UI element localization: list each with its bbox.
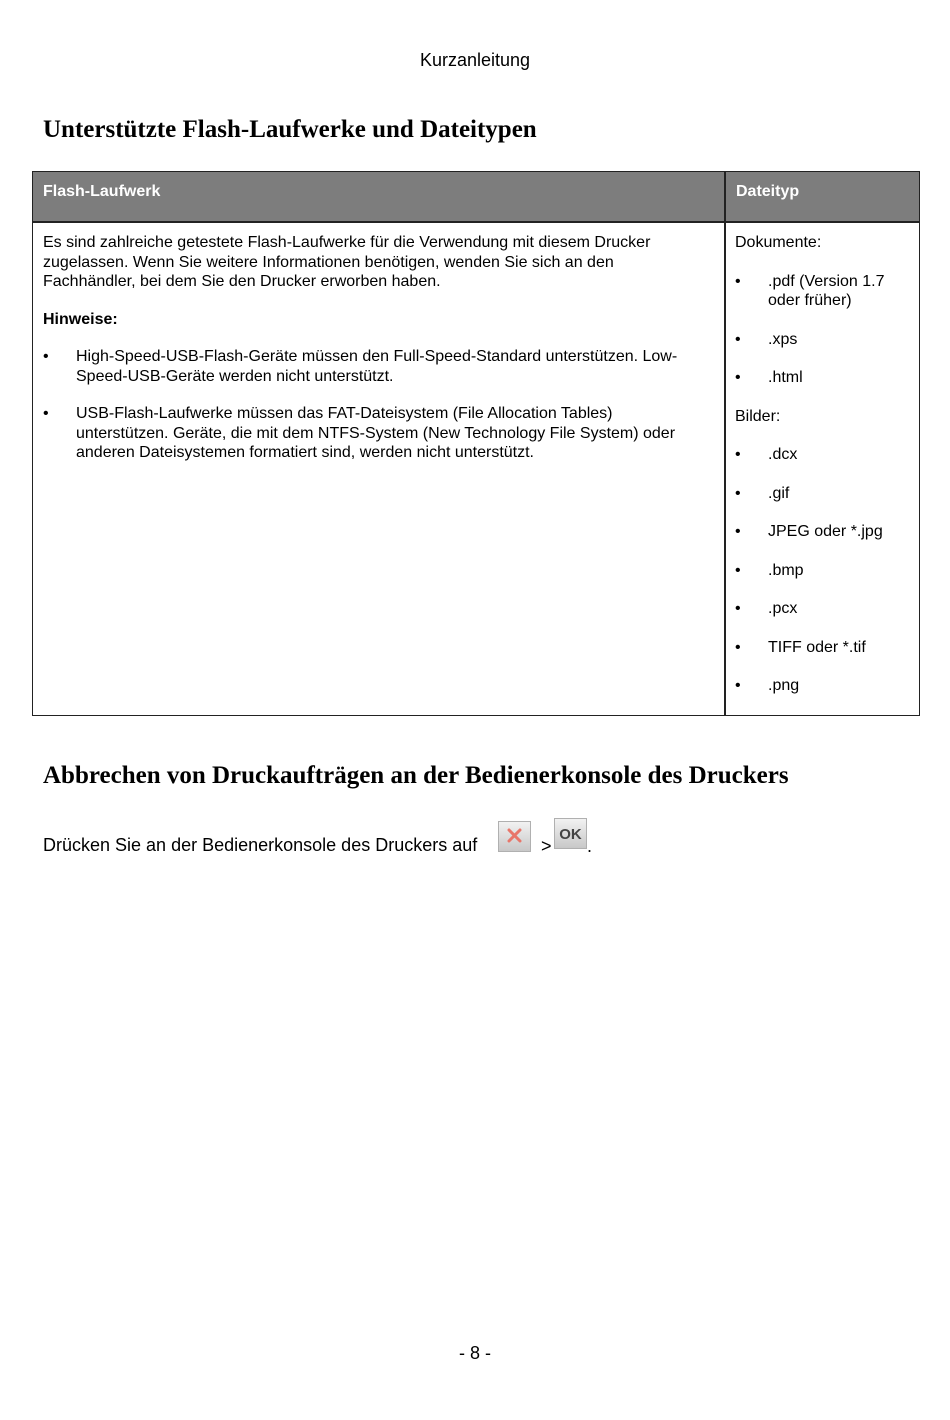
note-line: High-Speed-USB-Flash-Geräte müssen den Full-Speed-Standard unterstützen. Low- xyxy=(76,348,678,365)
section-title-cancel-jobs: Abbrechen von Druckaufträgen an der Bedienerkonsole des Druckers xyxy=(43,762,789,789)
header-divider xyxy=(33,221,919,223)
cancel-instruction: Drücken Sie an der Bedienerkonsole des Druckers auf xyxy=(43,835,478,855)
file-type-table xyxy=(32,171,920,716)
intro-line: Fachhändler, bei dem Sie den Drucker erworben haben. xyxy=(43,273,441,290)
notes-label: Hinweise: xyxy=(43,310,118,328)
images-label: Bilder: xyxy=(735,407,781,425)
bullet-icon: • xyxy=(735,330,741,348)
document-type-line: .pdf (Version 1.7 xyxy=(768,272,885,290)
document-type-line: oder früher) xyxy=(768,292,852,309)
bullet-icon: • xyxy=(735,523,741,540)
bullet-icon: • xyxy=(735,638,741,656)
image-type-label: .bmp xyxy=(768,561,804,579)
image-type-label: JPEG oder *.jpg xyxy=(768,523,883,540)
image-type-item xyxy=(735,676,915,696)
separator: > xyxy=(541,836,552,856)
note-line: Speed-USB-Geräte werden nicht unterstützt. xyxy=(76,367,394,385)
bullet-icon: • xyxy=(735,446,741,463)
sentence-end: . xyxy=(587,836,593,856)
column-divider xyxy=(724,172,726,715)
intro-line: Es sind zahlreiche getestete Flash-Laufwerke für die Verwendung mit diesem Drucker xyxy=(43,234,651,251)
image-type-item xyxy=(735,599,915,619)
column-header-flash-drive: Flash-Laufwerk xyxy=(33,172,725,222)
bullet-icon: • xyxy=(735,369,741,386)
intro-line: zugelassen. Wenn Sie weitere Informationen benötigen, wenden Sie sich an den xyxy=(43,253,614,271)
documents-label: Dokumente: xyxy=(735,234,822,251)
image-type-label: TIFF oder *.tif xyxy=(768,638,866,656)
image-type-item xyxy=(735,561,915,581)
image-type-label: .dcx xyxy=(768,446,798,463)
cancel-x-icon xyxy=(498,821,531,852)
intro-paragraph xyxy=(43,233,715,292)
document-type-line: .xps xyxy=(768,330,798,348)
document-type-line: .html xyxy=(768,369,803,386)
column-header-file-type: Dateityp xyxy=(725,172,919,222)
image-type-item xyxy=(735,445,915,465)
bullet-icon: • xyxy=(43,348,49,365)
image-type-label: .gif xyxy=(768,484,790,502)
ok-icon-label: OK xyxy=(559,826,582,843)
image-type-item xyxy=(735,484,915,504)
bullet-icon: • xyxy=(735,600,741,617)
file-type-cell xyxy=(735,233,915,715)
ok-icon xyxy=(554,818,587,849)
bullet-icon: • xyxy=(735,484,741,502)
document-type-item xyxy=(735,330,915,350)
note-line: USB-Flash-Laufwerke müssen das FAT-Dateisystem (File Allocation Tables) xyxy=(76,405,613,422)
image-type-item xyxy=(735,638,915,658)
flash-drive-cell xyxy=(43,233,715,481)
note-line: anderen Dateisystemen formatiert sind, werden nicht unterstützt. xyxy=(76,444,534,461)
bullet-icon: • xyxy=(735,272,741,290)
running-header: Kurzanleitung xyxy=(419,50,531,70)
bullet-icon: • xyxy=(735,561,741,579)
page-number: - 8 - xyxy=(458,1343,491,1363)
image-type-item xyxy=(735,522,915,542)
note-line: unterstützen. Geräte, die mit dem NTFS-System (New Technology File System) oder xyxy=(76,424,676,442)
document-type-item xyxy=(735,368,915,388)
image-type-label: .png xyxy=(768,677,800,694)
note-item xyxy=(43,347,715,386)
bullet-icon: • xyxy=(735,677,741,694)
bullet-icon: • xyxy=(43,405,49,422)
note-item xyxy=(43,404,715,463)
document-type-item xyxy=(735,272,915,311)
section-title-flash-drives: Unterstützte Flash-Laufwerke und Dateitypen xyxy=(43,116,537,143)
image-type-label: .pcx xyxy=(768,600,798,617)
